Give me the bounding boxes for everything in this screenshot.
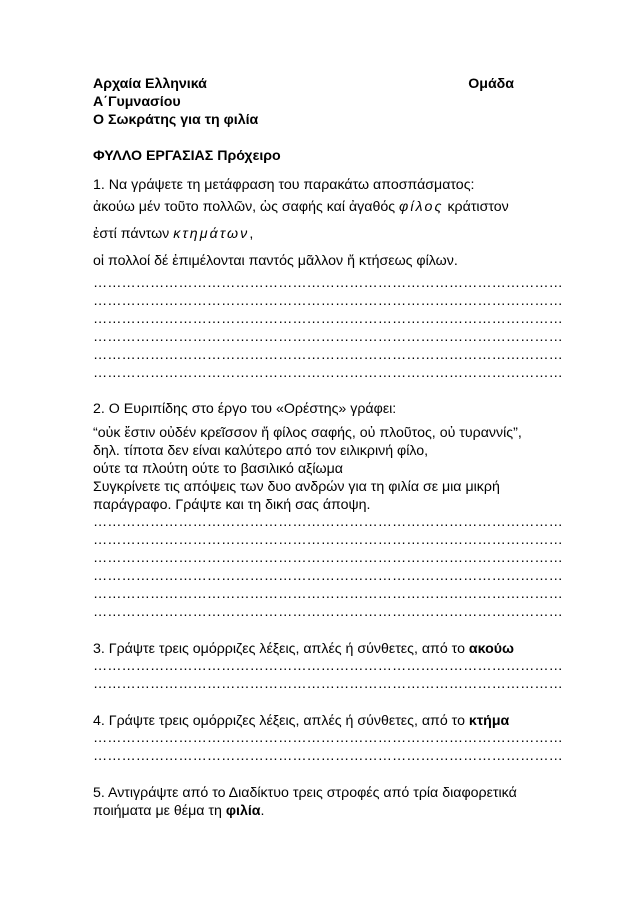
q2-meaning-2: ούτε τα πλούτη ούτε το βασιλικό αξίωμα	[93, 461, 344, 478]
q1-answer-lines	[93, 275, 561, 382]
q1-emphasis-word: κτημάτων	[173, 226, 250, 242]
q1-prompt: 1. Να γράψετε τη μετάφραση του παρακάτω αποσπάσματος:	[93, 177, 475, 193]
spacer	[93, 694, 561, 712]
answer-line: ………………………………………………………………………………………	[93, 675, 563, 692]
answer-line: ………………………………………………………………………………………	[93, 292, 563, 309]
answer-line: ………………………………………………………………………………………	[93, 364, 563, 381]
q2-meaning-1: δηλ. τίποτα δεν είναι καλύτερο από τον ειλικρινή φίλο,	[93, 443, 429, 460]
answer-line: ………………………………………………………………………………………	[93, 328, 563, 345]
q2-answer-lines	[93, 514, 561, 621]
header-row	[93, 75, 561, 93]
q1-greek-line-1	[93, 194, 561, 221]
q2-task-1: Συγκρίνετε τις απόψεις των δυο ανδρών για τη φιλία σε μια μικρή	[93, 479, 500, 496]
answer-line: ………………………………………………………………………………………	[93, 568, 563, 585]
q2-task-2: παράγραφο. Γράψτε και τη δική σας άποψη.	[93, 497, 371, 514]
class-label: Α΄Γυμνασίου	[93, 94, 181, 110]
sheet-title: ΦΥΛΛΟ ΕΡΓΑΣΙΑΣ Πρόχειρο	[93, 148, 281, 164]
q5-topic-word: φιλία	[225, 802, 261, 819]
q1-greek-text: ἀκούω μέν τοῦτο πολλῶν, ὡς σαφής καί ἀγαθός	[93, 199, 400, 215]
q1-emphasis-word: φίλος	[399, 199, 444, 215]
answer-line: ………………………………………………………………………………………	[93, 603, 563, 620]
q5-line-1: 5. Αντιγράψτε από το Διαδίκτυο τρεις στροφές από τρία διαφορετικά	[93, 784, 517, 801]
answer-line: ………………………………………………………………………………………	[93, 550, 563, 567]
q5-text: .	[260, 802, 265, 819]
answer-line: ………………………………………………………………………………………	[93, 657, 563, 674]
q1-greek-text: κράτιστον	[443, 199, 509, 215]
spacer	[93, 129, 561, 147]
q3-prompt-text: 3. Γράψτε τρεις ομόρριζες λέξεις, απλές ή σύνθετες, από το	[93, 640, 469, 657]
worksheet-content	[93, 75, 561, 820]
topic-label: Ο Σωκράτης για τη φιλία	[93, 112, 259, 128]
spacer	[93, 382, 561, 400]
spacer	[93, 165, 561, 176]
answer-line: ………………………………………………………………………………………	[93, 747, 563, 764]
spacer	[93, 622, 561, 640]
q2-prompt: 2. Ο Ευριπίδης στο έργο του «Ορέστης» γράφει:	[93, 401, 397, 418]
q1-greek-text: ἐστί πάντων	[93, 226, 174, 242]
q1-greek-line-2	[93, 221, 561, 248]
answer-line: ………………………………………………………………………………………	[93, 514, 563, 531]
q2-quote: “οὐκ ἔστιν οὐδέν κρεῖσσον ἤ φίλος σαφής, οὐ πλοῦτος, οὐ τυραννίς”,	[93, 425, 522, 442]
spacer	[93, 766, 561, 784]
answer-line: ………………………………………………………………………………………	[93, 310, 563, 327]
answer-line: ………………………………………………………………………………………	[93, 275, 563, 291]
answer-line: ………………………………………………………………………………………	[93, 729, 563, 746]
q4-root-word: κτήμα	[468, 712, 510, 729]
q1-greek-text: ,	[249, 226, 254, 242]
group-label: Ομάδα	[468, 76, 514, 92]
subject-label: Αρχαία Ελληνικά	[93, 76, 207, 92]
q3-root-word: ακούω	[468, 640, 514, 657]
answer-line: ………………………………………………………………………………………	[93, 532, 563, 549]
q3-prompt	[93, 640, 561, 658]
answer-line: ………………………………………………………………………………………	[93, 346, 563, 363]
q5-line-2	[93, 802, 561, 820]
q1-greek-line-3: οἱ πολλοί δέ ἐπιμέλονται παντός μᾶλλον ἤ κτήσεως φίλων.	[93, 253, 458, 269]
q4-prompt-text: 4. Γράψτε τρεις ομόρριζες λέξεις, απλές ή σύνθετες, από το	[93, 712, 469, 729]
q4-prompt	[93, 712, 561, 730]
q5-text: ποιήματα με θέμα τη	[93, 802, 226, 819]
answer-line: ………………………………………………………………………………………	[93, 586, 563, 603]
